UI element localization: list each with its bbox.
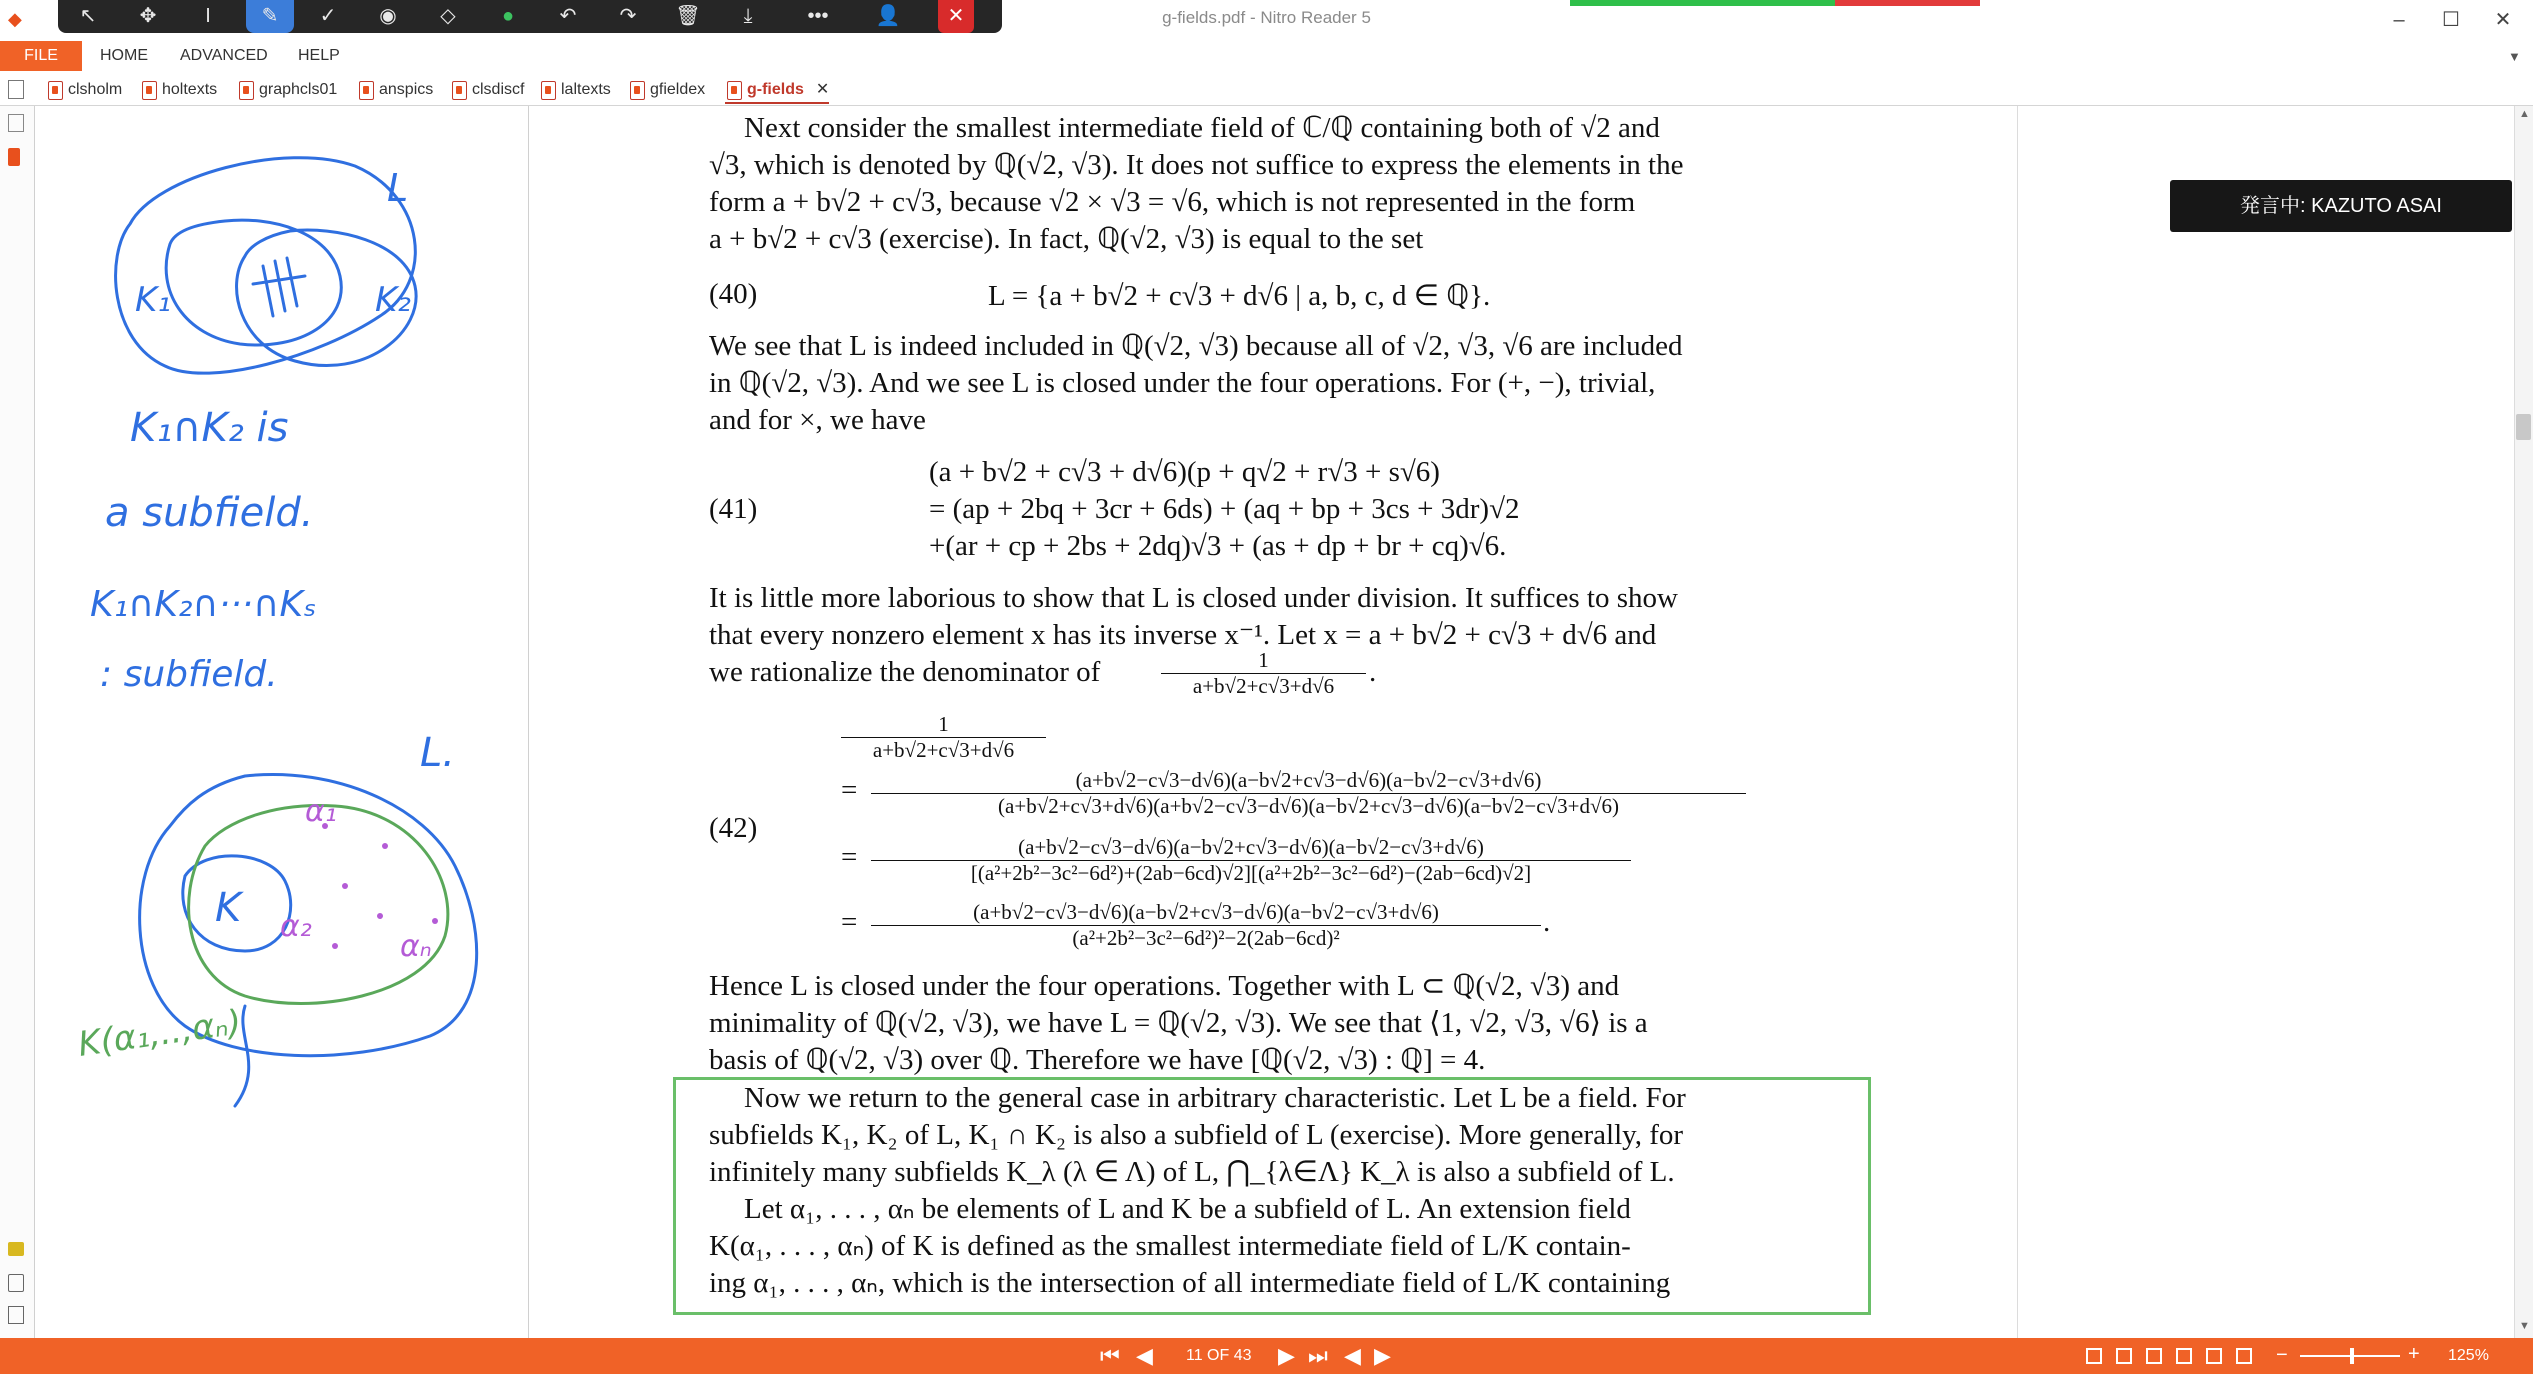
text-line: minimality of ℚ(√2, √3), we have L = ℚ(√2, √3). We see that ⟨1, √2, √3, √6⟩ is a <box>709 1007 1648 1039</box>
equals-sign: = <box>841 774 858 806</box>
status-bar <box>0 1338 2533 1374</box>
text-line: Hence L is closed under the four operations. Together with L ⊂ ℚ(√2, √3) and <box>709 970 1620 1002</box>
first-page-icon[interactable]: ⏮ <box>1100 1343 1120 1368</box>
hw-label-alphan: αₙ <box>400 929 432 964</box>
hw-note1-line1: K₁∩K₂ is <box>130 405 289 451</box>
page-indicator[interactable]: 11 OF 43 <box>1186 1347 1252 1364</box>
scroll-down-icon[interactable]: ▼ <box>2519 1320 2530 1332</box>
tabs-list-icon[interactable] <box>8 80 24 99</box>
tab-anspics[interactable]: anspics <box>357 78 433 102</box>
text-cursor-icon[interactable]: I <box>205 5 211 27</box>
back-view-icon[interactable]: ◀ <box>1344 1343 1361 1368</box>
scroll-up-icon[interactable]: ▲ <box>2519 108 2530 120</box>
equation-40: L = {a + b√2 + c√3 + d√6 | a, b, c, d ∈ ℚ}. <box>988 280 1491 312</box>
text-line: Next consider the smallest intermediate field of ℂ/ℚ containing both of √2 and <box>744 112 1660 144</box>
zoom-in-icon[interactable]: + <box>2408 1343 2420 1365</box>
alpha-point <box>342 883 348 889</box>
minimize-button[interactable]: – <box>2393 9 2405 31</box>
text-line: and for ×, we have <box>709 404 926 436</box>
hw-note2-line1: K₁∩K₂∩···∩Kₛ <box>90 584 317 625</box>
equals-sign: = <box>841 841 858 873</box>
hw-label-l1: L <box>387 166 409 210</box>
text-line: √3, which is denoted by ℚ(√2, √3). It does not suffice to express the elements in the <box>709 149 1684 181</box>
hw-label-k2: K₂ <box>375 280 411 320</box>
text-line: ing α₁, . . . , αₙ, which is the intersection of all intermediate field of L/K containing <box>709 1267 1671 1299</box>
text-line: a + b√2 + c√3 (exercise). In fact, ℚ(√2, √3) is equal to the set <box>709 223 1424 255</box>
color-dot-icon[interactable]: ● <box>501 5 515 27</box>
move-icon[interactable]: ✥ <box>139 5 157 27</box>
period: . <box>1543 906 1551 938</box>
hw-label-l2: L. <box>420 730 455 776</box>
download-icon[interactable]: ⤓ <box>743 5 753 27</box>
speaker-badge: 発言中: KAZUTO ASAI <box>2170 180 2512 232</box>
tab-g-fields[interactable]: g-fields ✕ <box>725 78 829 104</box>
close-toolbar-icon[interactable]: ✕ <box>938 0 974 33</box>
vertical-scrollbar[interactable] <box>2514 106 2533 1338</box>
fraction-numerator: (a+b√2−c√3−d√6)(a−b√2+c√3−d√6)(a−b√2−c√3+d√6) <box>871 768 1746 794</box>
zoom-level[interactable]: 125% <box>2448 1347 2489 1364</box>
eq42-fraction-0 <box>841 712 1046 763</box>
tab-holtexts[interactable]: holtexts <box>140 78 217 102</box>
text-line: form a + b√2 + c√3, because √2 × √3 = √6, which is not represented in the form <box>709 186 1636 218</box>
maximize-button[interactable]: ☐ <box>2442 9 2460 31</box>
eq42-fraction-3 <box>871 900 1541 951</box>
fraction-numerator: 1 <box>1161 648 1366 674</box>
fraction-denominator: a+b√2+c√3+d√6 <box>872 738 1015 762</box>
intersection-hatch <box>253 258 305 316</box>
zoom-slider-thumb[interactable] <box>2350 1348 2354 1364</box>
close-window-button[interactable]: ✕ <box>2494 9 2512 31</box>
text-line: infinitely many subfields K_λ (λ ∈ Λ) of L, ⋂_{λ∈Λ} K_λ is also a subfield of L. <box>709 1156 1675 1188</box>
equals-sign: = <box>841 906 858 938</box>
equation-number: (42) <box>709 812 758 844</box>
fraction-numerator: (a+b√2−c√3−d√6)(a−b√2+c√3−d√6)(a−b√2−c√3+d√6) <box>871 835 1631 861</box>
menu-help[interactable]: HELP <box>298 47 340 64</box>
share-indicator-red <box>1835 0 1980 6</box>
trash-icon[interactable]: 🗑 <box>675 5 701 27</box>
layers-panel-icon[interactable] <box>8 1306 24 1324</box>
eq42-fraction-1 <box>871 768 1746 819</box>
text-line: K(α₁, . . . , αₙ) of K is defined as the smallest intermediate field of L/K contain- <box>709 1230 1631 1262</box>
alpha-point <box>382 843 388 849</box>
text-line: in ℚ(√2, √3). And we see L is closed under the four operations. For (+, −), trivial, <box>709 367 1656 399</box>
pen-icon[interactable]: ✎ <box>246 0 294 33</box>
fraction-denominator: (a+b√2+c√3+d√6)(a+b√2−c√3−d√6)(a−b√2+c√3−d√6)(a−b√2−c√3+d√6) <box>998 794 1619 818</box>
last-page-icon[interactable]: ⏭ <box>1308 1343 1328 1368</box>
hw-label-alpha1: α₁ <box>305 794 337 829</box>
tab-close-icon[interactable]: ✕ <box>815 81 830 98</box>
bookmarks-panel-icon[interactable] <box>8 148 20 166</box>
text-line: It is little more laborious to show that L is closed under division. It suffices to show <box>709 582 1678 614</box>
app-logo-icon: ◆ <box>8 9 22 29</box>
hw-label-kalpha: K(α₁,..,αₙ) <box>75 1002 244 1065</box>
equation-number: (41) <box>709 493 758 525</box>
redo-icon[interactable]: ↷ <box>619 5 637 27</box>
page-margin-area <box>2018 106 2514 1338</box>
tab-clsdiscf[interactable]: clsdiscf <box>450 78 524 102</box>
annotation-toolbar <box>58 0 1002 33</box>
fraction-numerator: (a+b√2−c√3−d√6)(a−b√2+c√3−d√6)(a−b√2−c√3+d√6) <box>871 900 1541 926</box>
window-title: g-fields.pdf - Nitro Reader 5 <box>1162 8 1371 27</box>
text-line: Let α₁, . . . , αₙ be elements of L and K be a subfield of L. An extension field <box>744 1193 1631 1225</box>
tab-gfieldex[interactable]: gfieldex <box>628 78 705 102</box>
document-tab-bar <box>0 75 2533 106</box>
forward-view-icon[interactable]: ▶ <box>1374 1343 1391 1368</box>
undo-icon[interactable]: ↶ <box>559 5 577 27</box>
text-line: that every nonzero element x has its inverse x⁻¹. Let x = a + b√2 + c√3 + d√6 and <box>709 619 1657 651</box>
text-line: . <box>1369 656 1377 688</box>
participants-icon[interactable]: 👤 <box>875 5 901 27</box>
facing-continuous-view-icon[interactable] <box>2176 1348 2192 1364</box>
alpha-point <box>432 918 438 924</box>
hw-label-k1: K₁ <box>135 280 171 320</box>
text-line: We see that L is indeed included in ℚ(√2, √3) because all of √2, √3, √6 are included <box>709 330 1683 362</box>
scrollbar-thumb[interactable] <box>2516 414 2531 440</box>
text-line: Now we return to the general case in arbitrary characteristic. Let L be a field. For <box>744 1082 1686 1114</box>
pages-panel-icon[interactable] <box>8 114 24 132</box>
equation-41-line: +(ar + cp + 2bs + 2dq)√3 + (as + dp + br + cq)√6. <box>929 530 1507 562</box>
select-arrow-icon[interactable]: ↖ <box>79 5 97 27</box>
highlight-box <box>673 1077 1871 1315</box>
handwriting-panel[interactable] <box>35 106 529 1338</box>
eq42-fraction-2 <box>871 835 1631 886</box>
fit-width-icon[interactable] <box>2206 1348 2222 1364</box>
hw-note1-line2: a subfield. <box>105 490 314 536</box>
equation-41-line: = (ap + 2bq + 3cr + 6ds) + (aq + bp + 3cs + 3dr)√2 <box>929 493 1520 525</box>
tab-clsholm[interactable]: clsholm <box>46 78 122 102</box>
menu-home[interactable]: HOME <box>100 47 148 64</box>
tab-graphcls01[interactable]: graphcls01 <box>237 78 337 102</box>
inline-fraction <box>1161 648 1366 699</box>
more-icon[interactable]: ••• <box>807 5 829 27</box>
alpha-point <box>332 943 338 949</box>
field-l-outline <box>116 158 416 373</box>
share-indicator-green <box>1570 0 1835 6</box>
text-line: we rationalize the denominator of <box>709 656 1101 688</box>
file-menu[interactable]: FILE <box>0 41 82 71</box>
text-line: basis of ℚ(√2, √3) over ℚ. Therefore we have [ℚ(√2, √3) : ℚ] = 4. <box>709 1044 1486 1076</box>
menu-advanced[interactable]: ADVANCED <box>180 47 268 64</box>
alpha-point <box>377 913 383 919</box>
zoom-out-icon[interactable]: − <box>2276 1344 2288 1366</box>
fraction-numerator: 1 <box>841 712 1046 738</box>
fraction-denominator: (a²+2b²−3c²−6d²)²−2(2ab−6cd)² <box>1072 926 1340 950</box>
stamp-icon[interactable]: ◉ <box>379 5 397 27</box>
facing-view-icon[interactable] <box>2146 1348 2162 1364</box>
fraction-denominator: a+b√2+c√3+d√6 <box>1192 674 1335 698</box>
attachments-panel-icon[interactable] <box>8 1274 24 1292</box>
tab-laltexts[interactable]: laltexts <box>539 78 611 102</box>
comments-panel-icon[interactable] <box>8 1242 24 1256</box>
check-icon[interactable]: ✓ <box>319 5 337 27</box>
previous-page-icon[interactable]: ◀ <box>1136 1343 1153 1368</box>
equation-number: (40) <box>709 278 758 310</box>
eraser-icon[interactable]: ◇ <box>440 5 456 27</box>
ribbon-collapse-icon[interactable]: ▼ <box>2508 49 2521 64</box>
handwriting-sketch <box>35 106 528 1338</box>
fit-page-icon[interactable] <box>2236 1348 2252 1364</box>
equation-41-line: (a + b√2 + c√3 + d√6)(p + q√2 + r√3 + s√6) <box>929 456 1440 488</box>
single-page-view-icon[interactable] <box>2086 1348 2102 1364</box>
fraction-denominator: [(a²+2b²−3c²−6d²)+(2ab−6cd)√2][(a²+2b²−3c²−6d²)−(2ab−6cd)√2] <box>970 861 1532 885</box>
continuous-view-icon[interactable] <box>2116 1348 2132 1364</box>
hw-label-k: K <box>215 885 242 931</box>
left-tool-rail <box>0 106 35 1338</box>
next-page-icon[interactable]: ▶ <box>1278 1343 1295 1368</box>
menu-bar <box>0 41 2533 71</box>
hw-label-alpha2: α₂ <box>280 909 312 944</box>
text-line: subfields K₁, K₂ of L, K₁ ∩ K₂ is also a subfield of L (exercise). More generally, for <box>709 1119 1684 1151</box>
hw-note2-line2: : subfield. <box>100 654 278 695</box>
